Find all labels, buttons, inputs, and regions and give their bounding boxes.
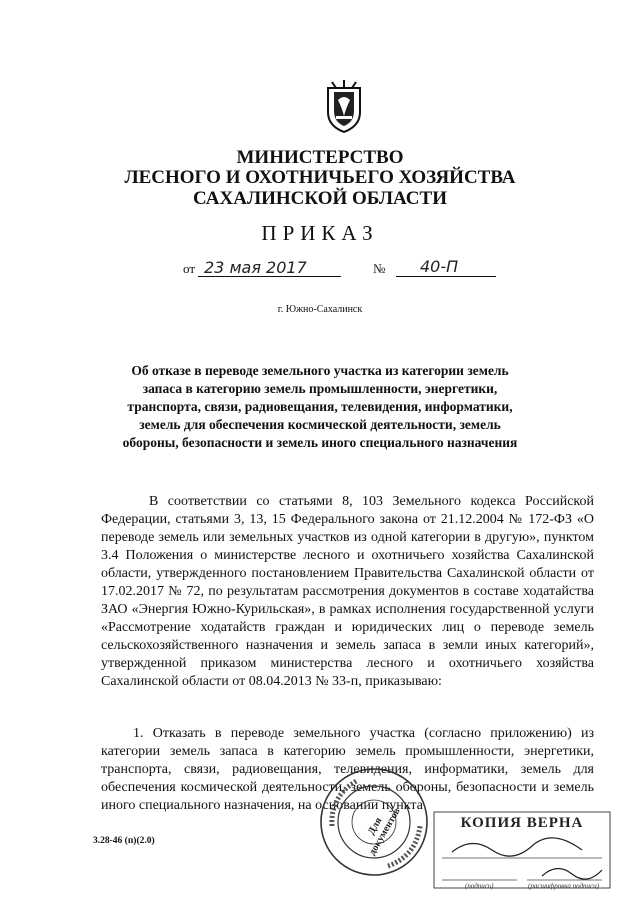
ministry-title-line2: ЛЕСНОГО И ОХОТНИЧЬЕГО ХОЗЯЙСТВА [124, 167, 516, 188]
form-code: 3.28-46 (п)(2.0) [93, 836, 155, 846]
signature-label: (подпись) [465, 882, 494, 890]
document-type: ПРИКАЗ [261, 221, 379, 245]
city-name: г. Южно-Сахалинск [277, 304, 363, 315]
number-label: № [373, 261, 386, 276]
copy-certification-stamp [432, 800, 612, 890]
number-value: 40-П [420, 257, 459, 276]
ministry-title-line3: САХАЛИНСКОЙ ОБЛАСТИ [193, 188, 447, 209]
preamble-paragraph: В соответствии со статьями 8, 103 Земельного кодекса Российской Федерации, статьями 3, 13, 15 Федерального закона от 21.12.2004 № 172-ФЗ «О переводе земель или земельных участков из одной категории в другую», пунктом 3.4 Положения о министерстве лесного и охотничьего хозяйства Сахалинской области, утвержденного постановлением Правительства Сахалинской области от 17.02.2017 № 72, по результатам рассмотрения документов в составе ходатайства ЗАО «Энергия Южно-Курильская», в рамках исполнения государственной услуги «Рассмотрение ходатайств граждан и юридических лиц о переводе земель сельскохозяйственного назначения и земель запаса в земли иных категорий», утвержденной приказом министерства лесного и охотничьего хозяйства Сахалинской области от 08.04.2013 № 33-п, приказываю: [101, 494, 594, 689]
round-seal-text: Для документов [365, 806, 403, 858]
date-from-label: от [183, 261, 196, 276]
number-underline [396, 276, 496, 277]
coat-of-arms-icon [322, 78, 366, 134]
date-value: 23 мая 2017 [204, 258, 307, 277]
decoding-label: (расшифровка подписи) [528, 882, 599, 890]
order-subject: Об отказе в переводе земельного участка из категории земель запаса в категорию земель промышленности, энергетики, транспорта, связи, радиовещания, телевидения, информатики, земель для обеспечения космической деятельности, земель обороны, безопасности и земель иного специального назначения [122, 363, 518, 450]
copy-stamp-title: КОПИЯ ВЕРНА [460, 815, 584, 831]
order-item-1: 1. Отказать в переводе земельного участка (согласно приложению) из категории земель запаса в категорию земель промышленности, энергетики, транспорта, связи, радиовещания, телевидения, информатики, земель для обеспечения космической деятельности, земель обороны, безопасности и земель иного специального назначения, на основании пункта [101, 726, 594, 813]
ministry-title-line1: МИНИСТЕРСТВО [236, 147, 404, 168]
